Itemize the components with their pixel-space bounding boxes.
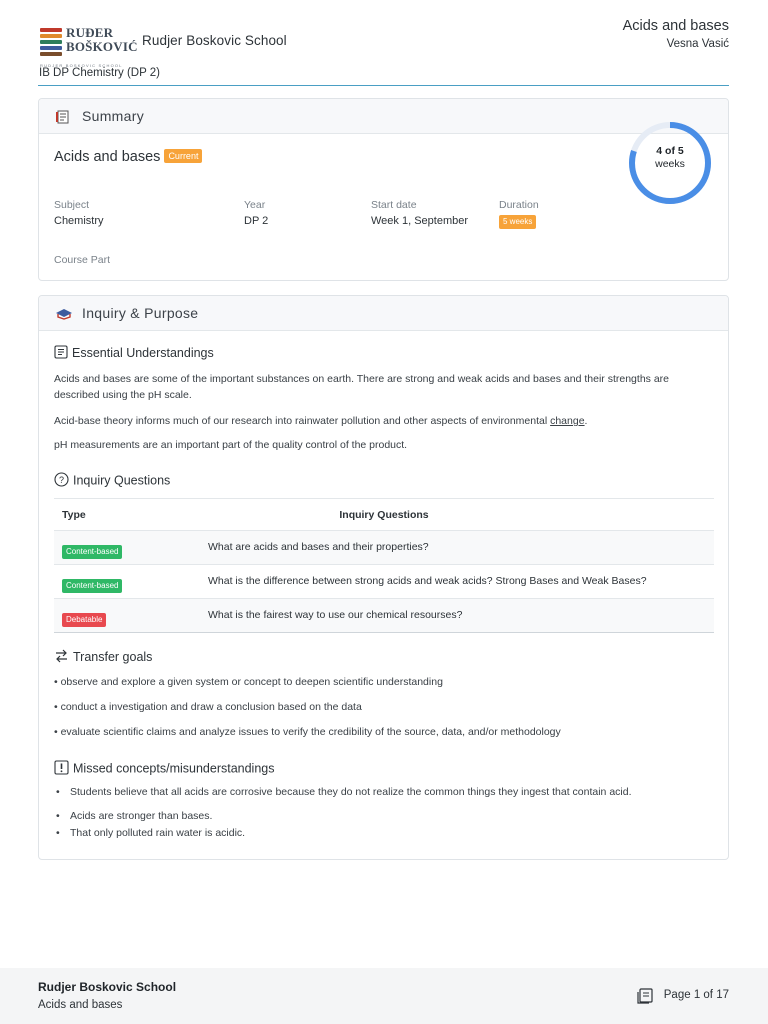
progress-text [626, 145, 714, 171]
year-value: DP 2 [244, 215, 269, 227]
table-row [54, 564, 714, 598]
eu-paragraph-1: Acids and bases are some of the important substances on earth. There are strong and weak acids and bases and their strengths are described using the pH scale. [54, 373, 669, 401]
progress-unit: weeks [655, 158, 685, 170]
eu-heading [54, 345, 214, 362]
duration-badge: 5 weeks [499, 215, 536, 229]
misconception: • Acids are stronger than bases. [56, 810, 213, 822]
question-text: What is the difference between strong acids and weak acids? Strong Bases and Weak Bases? [208, 575, 647, 587]
eu-paragraph-2: Acid-base theory informs much of our research into rainwater pollution and other aspects of environmental change. [54, 415, 588, 427]
transfer-icon [54, 649, 69, 666]
change-link[interactable]: change [550, 415, 585, 427]
inquiry-icon [55, 306, 73, 325]
teacher-name: Vesna Vasić [666, 38, 729, 50]
subject-label: Subject [54, 199, 90, 211]
status-badge: Current [164, 149, 202, 163]
question-text: What is the fairest way to use our chemical resourses? [208, 609, 463, 621]
unit-name: Acids and bases [54, 149, 161, 165]
svg-text:?: ? [58, 475, 65, 485]
page-footer [0, 968, 768, 1024]
misconception: • That only polluted rain water is acidic. [56, 827, 246, 839]
misconception-text: Students believe that all acids are corrosive because they do not realize the common things they ingest that contain acid. [70, 786, 632, 798]
misconception: • Students believe that all acids are corrosive because they do not realize the common things they ingest that contain acid. [56, 786, 632, 798]
alert-icon [54, 760, 69, 778]
progress-count: 4 of 5 [656, 145, 684, 157]
transfer-goal: • conduct a investigation and draw a conclusion based on the data [54, 701, 362, 713]
footer-unit: Acids and bases [38, 999, 123, 1011]
mc-heading [54, 760, 275, 778]
start-date-value: Week 1, September [371, 215, 469, 227]
document-icon [54, 345, 68, 362]
inquiry-card [38, 295, 729, 860]
header-divider [38, 85, 729, 86]
duration-label: Duration [499, 199, 539, 211]
transfer-goal: • observe and explore a given system or concept to deepen scientific understanding [54, 676, 443, 688]
progress-ring [626, 119, 714, 207]
iq-heading [54, 472, 170, 490]
course-name: IB DP Chemistry (DP 2) [39, 67, 160, 79]
course-part-label: Course Part [54, 254, 111, 266]
logo-tagline: RUDJER BOSKOVIC SCHOOL [40, 63, 123, 68]
unit-title: Acids and bases [622, 18, 729, 34]
summary-icon [55, 109, 71, 130]
summary-header [39, 99, 728, 134]
mc-title: Missed concepts/misunderstandings [73, 761, 275, 776]
tg-title: Transfer goals [73, 649, 153, 664]
page-header [38, 14, 729, 86]
table-row [54, 598, 714, 633]
footer-school: Rudjer Boskovic School [38, 980, 177, 994]
table-row [54, 530, 714, 564]
tg-heading [54, 649, 152, 666]
inquiry-title: Inquiry & Purpose [82, 305, 199, 321]
year-label: Year [244, 199, 266, 211]
inquiry-table [54, 498, 714, 633]
start-date-label: Start date [371, 199, 417, 211]
eu-paragraph-3: pH measurements are an important part of the quality control of the product. [54, 439, 408, 451]
question-text: What are acids and bases and their properties? [208, 541, 429, 553]
unit-heading [54, 149, 202, 165]
school-name: Rudjer Boskovic School [142, 33, 287, 48]
summary-title: Summary [82, 108, 144, 124]
col-type: Type [62, 509, 86, 521]
duration-value [499, 215, 536, 229]
table-header [54, 498, 714, 530]
iq-title: Inquiry Questions [73, 473, 171, 488]
misconception-text: Acids are stronger than bases. [70, 810, 213, 822]
subject-value: Chemistry [54, 215, 104, 227]
question-icon [54, 472, 69, 490]
school-logo [40, 24, 136, 66]
page-number: Page 1 of 17 [663, 989, 729, 1001]
inquiry-header [39, 296, 728, 331]
pages-icon [636, 987, 654, 1010]
logo-line1: RUĐER [66, 25, 114, 40]
summary-card [38, 98, 729, 281]
logo-line2: BOŠKOVIĆ [66, 39, 138, 54]
misconception-text: That only polluted rain water is acidic. [70, 827, 246, 839]
type-badge: Content-based [62, 579, 122, 593]
type-badge: Content-based [62, 545, 122, 559]
eu-paragraph-2-text: Acid-base theory informs much of our research into rainwater pollution and other aspects of environmental [54, 415, 548, 427]
eu-title: Essential Understandings [72, 345, 214, 360]
col-question: Inquiry Questions [339, 509, 429, 521]
transfer-goal: • evaluate scientific claims and analyze issues to verify the credibility of the source, data, and/or methodology [54, 726, 561, 738]
type-badge: Debatable [62, 613, 106, 627]
